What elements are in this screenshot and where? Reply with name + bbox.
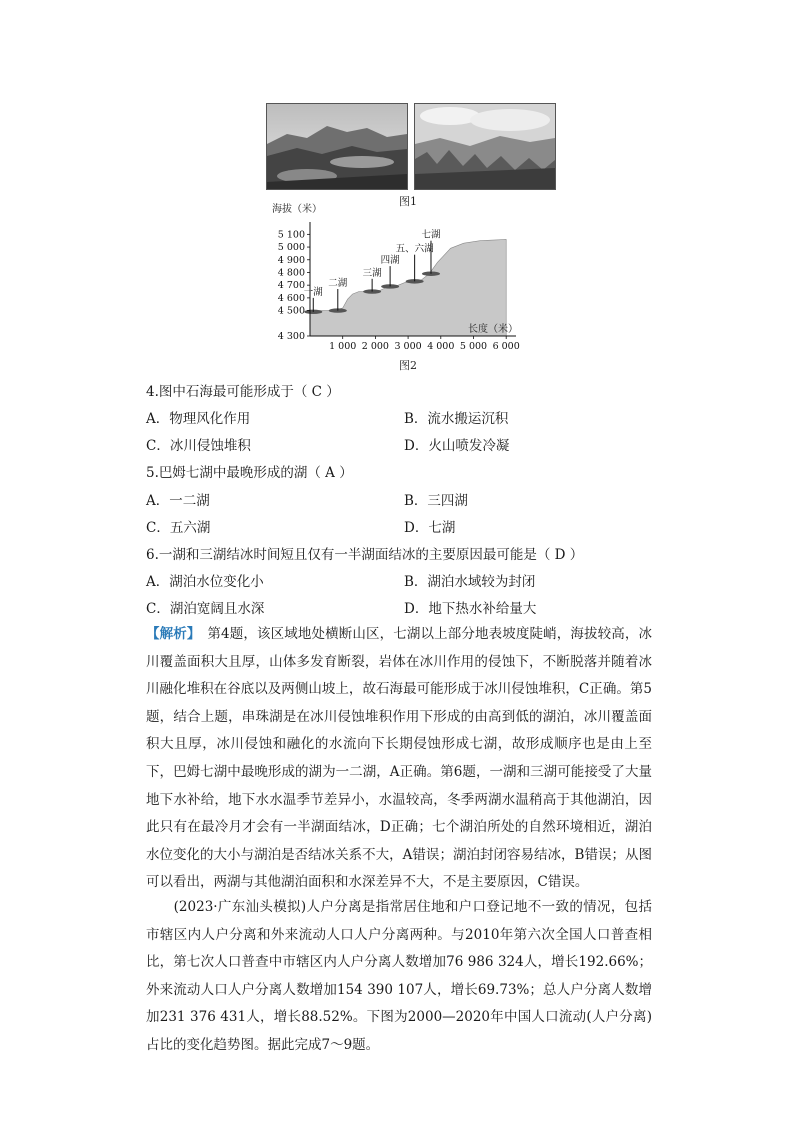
question-5-option-b: B．三四湖 — [404, 493, 468, 509]
question-6-option-a: A．湖泊水位变化小 — [146, 574, 264, 590]
elevation-profile-chart — [270, 200, 540, 368]
y-axis-label: 海拔（米） — [272, 204, 322, 215]
y-tick-label-4: 4 700 — [277, 280, 305, 292]
question-6-option-d: D．地下热水补给量大 — [404, 601, 537, 617]
analysis-tag: 【解析】 — [146, 626, 194, 642]
x-tick-label-1: 1 000 — [329, 341, 357, 352]
question-6-option-c: C．湖泊宽阔且水深 — [146, 601, 265, 617]
question-4-stem: 4.图中石海最可能形成于（ C ） — [146, 384, 340, 400]
x-tick-label-2: 2 000 — [361, 341, 389, 352]
lake-label-1: 一湖 — [303, 286, 323, 298]
passage-paragraph: (2023·广东汕头模拟)人户分离是指常居住地和户口登记地不一致的情况，包括市辖区内人户分离和外来流动人口人户分离两种。与2010年第六次全国人口普查相比，第七次人口普查中市辖区内人户分离人数增加76 986 324人，增长192.66%；外来流动人口人户分离人数增加154 390 107人，增长69.73%；总人户分离人数增加231 376 431人，增长88.52%。下图为2000—2020年中国人口流动(人户分离)占比的变化趋势图。据此完成7～9题。 — [146, 899, 652, 1053]
y-tick-label-3: 4 600 — [277, 292, 305, 304]
lake-label-4: 四湖 — [380, 255, 400, 267]
mountain-lake-photo — [266, 103, 408, 190]
question-5-option-d: D．七湖 — [404, 520, 456, 536]
question-5-stem: 5.巴姆七湖中最晚形成的湖（ A ） — [146, 465, 353, 481]
question-4-option-b: B．流水搬运沉积 — [404, 411, 509, 427]
y-tick-label-7: 5 000 — [277, 242, 305, 254]
y-tick-label-1: 4 300 — [277, 331, 305, 342]
y-tick-label-5: 4 800 — [277, 267, 305, 279]
lake-label-2: 二湖 — [328, 277, 348, 289]
question-4-option-a: A．物理风化作用 — [146, 411, 251, 427]
x-tick-label-6: 6 000 — [492, 341, 520, 352]
y-tick-label-2: 4 500 — [277, 305, 305, 317]
analysis-paragraph — [146, 621, 652, 897]
question-5-option-c: C．五六湖 — [146, 520, 211, 536]
question-4-option-c: C．冰川侵蚀堆积 — [146, 438, 251, 454]
x-tick-label-4: 4 000 — [427, 341, 455, 352]
y-tick-label-6: 4 900 — [277, 254, 305, 266]
figure1-caption: 图1 — [399, 195, 417, 208]
question-5-option-a: A．一二湖 — [146, 493, 210, 509]
x-tick-label-3: 3 000 — [394, 341, 422, 352]
lake-label-3: 三湖 — [362, 267, 382, 279]
x-axis-label: 长度（米） — [468, 324, 518, 335]
question-4-option-d: D．火山喷发冷凝 — [404, 438, 510, 454]
y-tick-label-8: 5 100 — [277, 229, 305, 241]
question-6-stem: 6.一湖和三湖结冰时间短且仅有一半湖面结冰的主要原因最可能是（ D ） — [146, 547, 584, 563]
lake-label-5: 五、六湖 — [395, 243, 434, 255]
x-tick-label-5: 5 000 — [459, 341, 488, 352]
analysis-text: 第4题，该区域地处横断山区，七湖以上部分地表坡度陡峭，海拔较高，冰川覆盖面积大且厚，山体多发育断裂，岩体在冰川作用的侵蚀下，不断脱落并随着冰川融化堆积在谷底以及两侧山坡上，故石海最可能形成于冰川侵蚀堆积，C正确。第5题，结合上题，串珠湖是在冰川侵蚀堆积作用下形成的由高到低的湖泊，冰川覆盖面积大且厚，冰川侵蚀和融化的水流向下长期侵蚀形成七湖，故形成顺序也是由上至下，巴姆七湖中最晚形成的湖为一二湖，A正确。第6题，一湖和三湖可能接受了大量地下水补给，地下水水温季节差异小，水温较高，冬季两湖水温稍高于其他湖泊，因此只有在最冷月才会有一半湖面结冰，D正确；七个湖泊所处的自然环境相近，湖泊水位变化的大小与湖泊是否结冰关系不大，A错误；湖泊封闭容易结冰，B错误；从图可以看出，两湖与其他湖泊面积和水深差异不大，不是主要原因，C错误。 — [146, 626, 653, 891]
eroded-landform-photo — [414, 103, 556, 190]
lake-label-6: 七湖 — [421, 229, 441, 241]
figure2-caption: 图2 — [399, 359, 417, 372]
question-6-option-b: B．湖泊水域较为封闭 — [404, 574, 536, 590]
